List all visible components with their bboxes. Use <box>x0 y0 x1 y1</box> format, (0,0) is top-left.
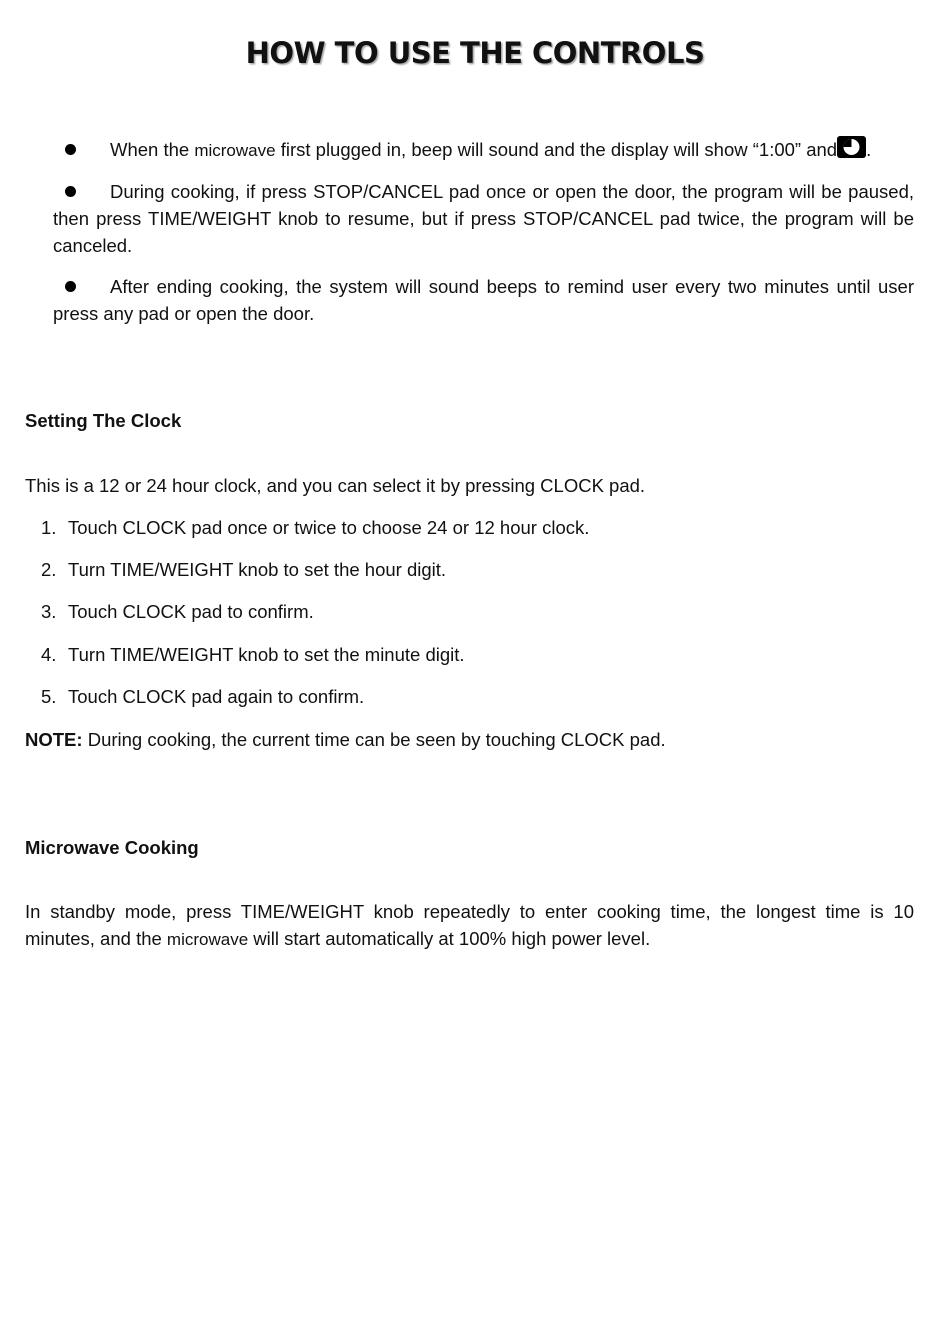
step-number: 1. <box>41 517 57 538</box>
step-item-4 <box>41 641 465 668</box>
microwave-text-small: microwave <box>166 930 249 949</box>
note-text: During cooking, the current time can be seen by touching CLOCK pad. <box>82 729 666 750</box>
section-heading-clock: Setting The Clock <box>25 410 182 431</box>
step-number: 4. <box>41 644 57 665</box>
step-text: Turn TIME/WEIGHT knob to set the hour digit. <box>68 559 447 580</box>
bullet-text-b: first plugged in, beep will sound and the display will show “1:00” and <box>275 139 838 160</box>
step-text: Turn TIME/WEIGHT knob to set the minute digit. <box>68 644 465 665</box>
section-heading-microwave: Microwave Cooking <box>25 837 199 858</box>
note-label: NOTE: <box>25 729 83 750</box>
bullet-text-end: . <box>866 139 872 160</box>
bullet-item-3 <box>53 273 914 327</box>
step-number: 5. <box>41 686 57 707</box>
step-item-3 <box>41 598 314 625</box>
clock-intro: This is a 12 or 24 hour clock, and you can select it by pressing CLOCK pad. <box>25 475 646 496</box>
bullet-dot-icon <box>65 144 76 155</box>
page-title: HOW TO USE THE CONTROLS <box>245 36 705 70</box>
bullet-text: During cooking, if press STOP/CANCEL pad once or open the door, the program will be paused, then press TIME/WEIGHT knob to resume, but if press STOP/CANCEL pad twice, the program will be canceled. <box>53 181 914 256</box>
step-number: 2. <box>41 559 57 580</box>
microwave-text-b: will start automatically at 100% high power level. <box>248 928 651 949</box>
step-item-5 <box>41 683 364 710</box>
step-text: Touch CLOCK pad once or twice to choose 24 or 12 hour clock. <box>68 517 590 538</box>
step-item-1 <box>41 514 589 541</box>
clock-note <box>25 726 914 753</box>
step-text: Touch CLOCK pad again to confirm. <box>68 686 365 707</box>
microwave-text-a: In standby mode, press TIME/WEIGHT knob repeatedly to enter cooking time, the longest time is 10 minutes, and the <box>25 901 914 949</box>
bullet-text-a: When the <box>110 139 195 160</box>
bullet-item-1 <box>53 136 914 165</box>
step-text: Touch CLOCK pad to confirm. <box>68 601 314 622</box>
bullet-item-2 <box>53 178 914 259</box>
bullet-dot-icon <box>65 281 76 292</box>
step-number: 3. <box>41 601 57 622</box>
bullet-text: After ending cooking, the system will sound beeps to remind user every two minutes until user press any pad or open the door. <box>53 276 914 324</box>
clock-display-icon <box>837 136 866 165</box>
microwave-paragraph <box>25 898 914 953</box>
bullet-dot-icon <box>65 186 76 197</box>
step-item-2 <box>41 556 446 583</box>
bullet-text-small: microwave <box>194 141 276 160</box>
